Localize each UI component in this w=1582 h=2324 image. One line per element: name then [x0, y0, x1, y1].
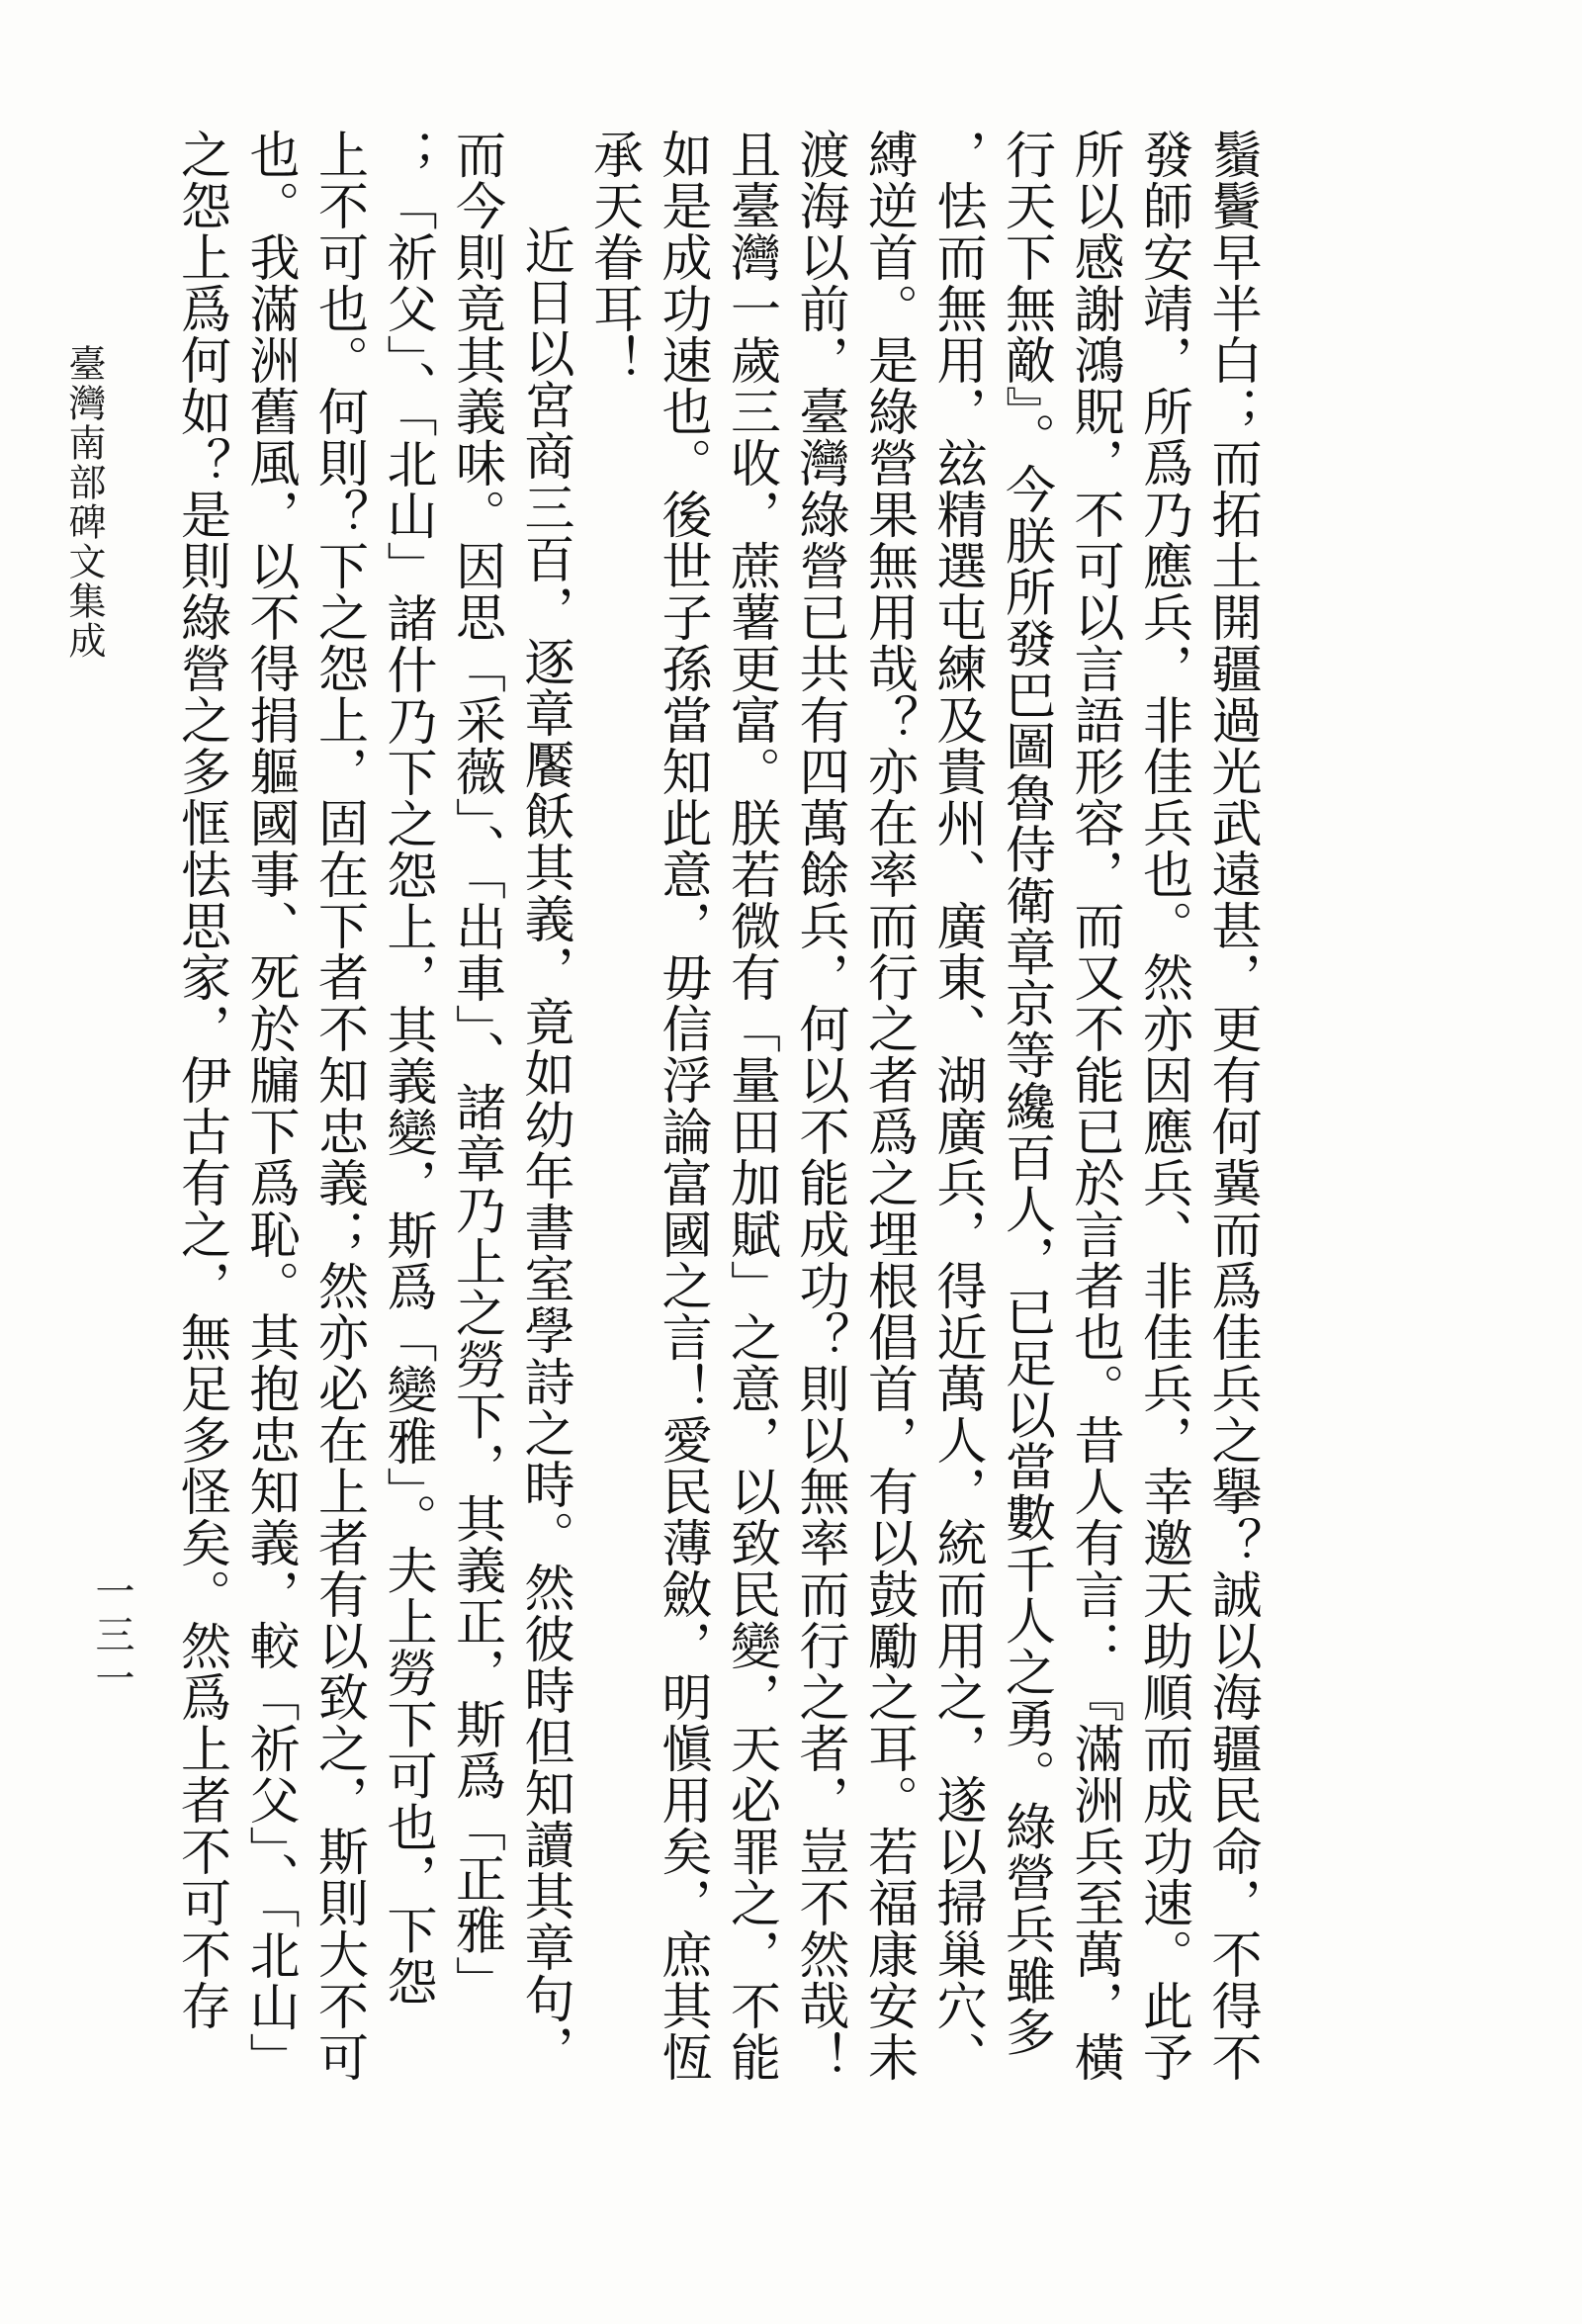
- text-column: 也。我滿洲舊風，以不得捐軀國事、死於牖下爲恥。其抱忠知義，較「祈父」、「北山」: [240, 129, 299, 2084]
- text-column: 發師安靖，所爲乃應兵，非佳兵也。然亦因應兵、非佳兵，幸邀天助順而成功速。此予: [1133, 129, 1192, 2083]
- running-head: 臺灣南部碑文集成: [62, 344, 106, 661]
- text-column: 行天下無敵』。今朕所發巴圖魯侍衛章京等纔百人，已足以當數千人之勇。綠營兵雖多: [996, 129, 1055, 2058]
- text-column: 之怨上爲何如？是則綠營之多恇怯思家，伊古有之，無足多怪矣。然爲上者不可不存: [171, 129, 230, 2031]
- text-column: 承天眷耳！: [583, 129, 643, 386]
- text-column: 鬚鬢早半白；而拓土開疆過光武遠甚，更有何冀而爲佳兵之擧？誠以海疆民命，不得不: [1202, 129, 1261, 2083]
- text-column-paragraph-start: 近日以宮商三百，逐章饜飫其義，竟如幼年書室學詩之時。然彼時但知讀其章句，: [515, 223, 573, 2076]
- text-column: 上不可也。何則？下之怨上，固在下者不知忠義；然亦必在上者有以致之，斯則大不可: [308, 129, 368, 2083]
- main-text-block: [166, 129, 1266, 2084]
- text-column: 如是成功速也。後世子孫當知此意，毋信浮論富國之言！愛民薄斂，明愼用矣，庶其恆: [653, 129, 711, 2083]
- text-column: ，怯而無用，玆精選屯練及貴州、廣東、湖廣兵，得近萬人，統而用之，遂以掃巢穴、: [927, 129, 986, 2083]
- text-column: 渡海以前，臺灣綠營已共有四萬餘兵，何以不能成功？則以無率而行之者，豈不然哉！: [790, 129, 848, 2083]
- text-column: 且臺灣一歲三收，蔗薯更富。朕若微有「量田加賦」之意，以致民變，天必罪之，不能: [721, 129, 780, 2083]
- text-column: 縛逆首。是綠營果無用哉？亦在率而行之者爲之埋根倡首，有以鼓勵之耳。若福康安未: [858, 129, 918, 2083]
- text-column: 而今則竟其義味。因思「采薇」、「出車」、諸章乃上之勞下，其義正，斯爲「正雅」: [446, 129, 505, 2008]
- text-column: 所以感謝鴻貺，不可以言語形容，而又不能已於言者也。昔人有言：『滿洲兵至萬，橫: [1065, 129, 1123, 2083]
- text-column: ；「祈父」、「北山」諸什乃下之怨上，其義變，斯爲「變雅」。夫上勞下可也，下怨: [378, 129, 436, 2008]
- page-number: 一三一: [89, 1570, 134, 1701]
